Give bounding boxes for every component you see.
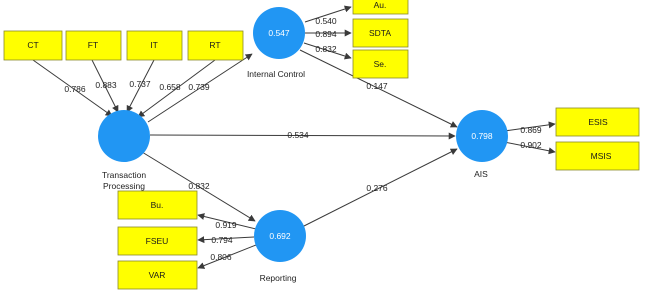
path-tp-to-reporting: 0.832 bbox=[188, 181, 210, 191]
indicator-var-label: VAR bbox=[148, 270, 166, 280]
ais-caption: AIS bbox=[474, 169, 488, 179]
loading-ft: 0.883 bbox=[95, 80, 117, 90]
reporting-r2: 0.692 bbox=[269, 231, 291, 241]
path-reporting-to-ais: 0.276 bbox=[366, 183, 388, 193]
internal-control-caption: Internal Control bbox=[246, 69, 306, 79]
indicator-au-label: Au. bbox=[373, 0, 387, 10]
indicator-msis-label: MSIS bbox=[590, 151, 612, 161]
loading-sdta: 0.894 bbox=[315, 29, 337, 39]
construct-transaction-processing[interactable] bbox=[98, 110, 150, 162]
indicator-ft-label: FT bbox=[87, 40, 99, 50]
loading-it: 0.737 bbox=[129, 79, 151, 89]
indicator-se-label: Se. bbox=[373, 59, 387, 69]
loading-au: 0.540 bbox=[315, 16, 337, 26]
loading-fseu: 0.794 bbox=[211, 235, 233, 245]
loading-var: 0.806 bbox=[210, 252, 232, 262]
loading-se: 0.832 bbox=[315, 44, 337, 54]
loading-msis: 0.902 bbox=[520, 140, 542, 150]
transaction-processing-caption-line2: Processing bbox=[102, 181, 146, 191]
path-tp-to-ais: 0.534 bbox=[287, 130, 309, 140]
reporting-caption: Reporting bbox=[259, 273, 297, 283]
path-tp-to-ic: 0.739 bbox=[188, 82, 210, 92]
indicator-it-label: IT bbox=[150, 40, 158, 50]
ais-r2: 0.798 bbox=[471, 131, 493, 141]
loading-ct: 0.786 bbox=[64, 84, 86, 94]
indicator-esis-label: ESIS bbox=[588, 117, 608, 127]
indicator-sdta-label: SDTA bbox=[368, 28, 392, 38]
path-ic-to-ais: 0.147 bbox=[366, 81, 388, 91]
indicator-ct-label: CT bbox=[27, 40, 39, 50]
loading-bu: 0.919 bbox=[215, 220, 237, 230]
indicator-fseu-label: FSEU bbox=[145, 236, 169, 246]
transaction-processing-caption-line1: Transaction bbox=[101, 170, 147, 180]
indicator-bu-label: Bu. bbox=[150, 200, 164, 210]
loading-rt: 0.658 bbox=[159, 82, 181, 92]
loading-esis: 0.869 bbox=[520, 125, 542, 135]
indicator-rt-label: RT bbox=[209, 40, 221, 50]
internal-control-r2: 0.547 bbox=[268, 28, 290, 38]
